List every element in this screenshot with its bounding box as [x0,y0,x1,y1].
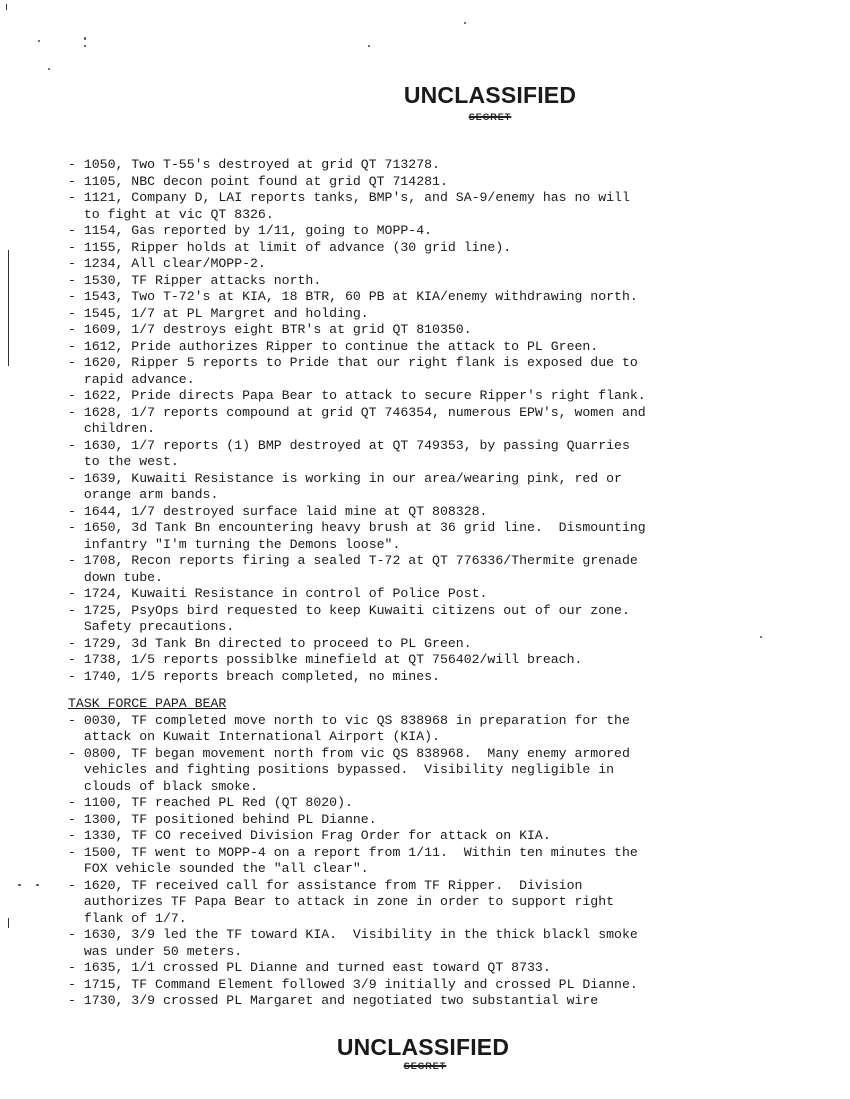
log-entry: - 1738, 1/5 reports possiblke minefield at QT 756402/will breach. [68,652,583,667]
log-entry: - 0800, TF began movement north from vic QS 838968. Many enemy armored vehicles and fighting positions bypassed. Visibility negligible in clouds of black smoke. [68,745,630,794]
scan-speck [84,45,86,47]
struck-classification-bottom: SECRET [403,1061,447,1071]
log-entry: - 1612, Pride authorizes Ripper to continue the attack to PL Green. [68,338,599,354]
log-entry: - 1635, 1/1 crossed PL Dianne and turned east toward QT 8733. [68,960,551,975]
log-entry: - 1050, Two T-55's destroyed at grid QT 713278. [68,157,440,172]
log-entry: - 1155, Ripper holds at limit of advance (30 grid line). [68,239,512,255]
log-entry: - 1639, Kuwaiti Resistance is working in our area/wearing pink, red or orange arm bands. [68,470,622,502]
log-entry: - 1330, TF CO received Division Frag Order for attack on KIA. [68,828,551,843]
log-entry: - 1729, 3d Tank Bn directed to proceed to PL Green. [68,635,472,651]
log-entry: - 1105, NBC decon point found at grid QT 714281. [68,173,448,189]
log-entry: - 1500, TF went to MOPP-4 on a report from 1/11. Within ten minutes the FOX vehicle sounded the "all clear". [68,844,638,876]
log-entry: - 1725, PsyOps bird requested to keep Kuwaiti citizens out of our zone. Safety precautions. [68,602,630,634]
log-entry: - 1650, 3d Tank Bn encountering heavy brush at 36 grid line. Dismounting infantry "I'm turning the Demons loose". [68,520,646,552]
classification-banner-top: UNCLASSIFIED [403,82,577,108]
log-entry: - 1724, Kuwaiti Resistance in control of Police Post. [68,586,488,601]
log-entry: - 1628, 1/7 reports compound at grid QT 746354, numerous EPW's, women and children. [68,404,646,436]
ripper-log [68,157,828,685]
log-entry: - 1530, TF Ripper attacks north. [68,272,322,288]
log-entry: - 1620, Ripper 5 reports to Pride that our right flank is exposed due to rapid advance. [68,355,638,387]
scan-speck [48,68,50,70]
margin-mark-left [8,918,9,928]
margin-mark-top [6,4,7,10]
papa-bear-log [68,713,828,1010]
log-entry: - 1630, 1/7 reports (1) BMP destroyed at QT 749353, by passing Quarries to the west. [68,437,630,469]
log-entry: - 1300, TF positioned behind PL Dianne. [68,811,377,827]
log-entry: - 1620, TF received call for assistance from TF Ripper. Division authorizes TF Papa Bear to attack in zone in order to support right flank of 1/7. [68,877,615,926]
document-body [68,157,828,1010]
scan-speck [36,884,39,886]
log-entry: - 1630, 3/9 led the TF toward KIA. Visibility in the thick blackl smoke was under 50 meters. [68,927,638,959]
log-entry: - 1234, All clear/MOPP-2. [68,256,266,271]
classification-banner-bottom: UNCLASSIFIED [336,1034,510,1060]
scan-speck [38,40,40,42]
log-entry: - 1154, Gas reported by 1/11, going to MOPP-4. [68,223,433,238]
log-entry: - 1545, 1/7 at PL Margret and holding. [68,305,369,321]
scan-speck [84,37,86,40]
log-entry: - 0030, TF completed move north to vic QS 838968 in preparation for the attack on Kuwait International Airport (KIA). [68,712,630,744]
log-entry: - 1708, Recon reports firing a sealed T-72 at QT 776336/Thermite grenade down tube. [68,553,638,585]
log-entry: - 1715, TF Command Element followed 3/9 initially and crossed PL Dianne. [68,976,638,992]
log-entry: - 1740, 1/5 reports breach completed, no mines. [68,668,440,684]
log-entry: - 1730, 3/9 crossed PL Margaret and negotiated two substantial wire [68,993,599,1008]
log-entry: - 1609, 1/7 destroys eight BTR's at grid QT 810350. [68,322,472,337]
scan-speck [368,45,370,47]
log-entry: - 1100, TF reached PL Red (QT 8020). [68,795,353,810]
struck-classification-top: SECRET [468,112,512,122]
scan-speck [464,22,466,24]
log-entry: - 1121, Company D, LAI reports tanks, BMP's, and SA-9/enemy has no will to fight at vic QT 8326. [68,190,630,222]
scan-speck [18,884,21,886]
log-entry: - 1622, Pride directs Papa Bear to attack to secure Ripper's right flank. [68,388,646,403]
margin-change-bar [8,250,9,366]
log-entry: - 1543, Two T-72's at KIA, 18 BTR, 60 PB at KIA/enemy withdrawing north. [68,289,638,304]
section-heading-papa-bear: TASK FORCE PAPA BEAR [68,696,227,711]
log-entry: - 1644, 1/7 destroyed surface laid mine at QT 808328. [68,503,488,519]
